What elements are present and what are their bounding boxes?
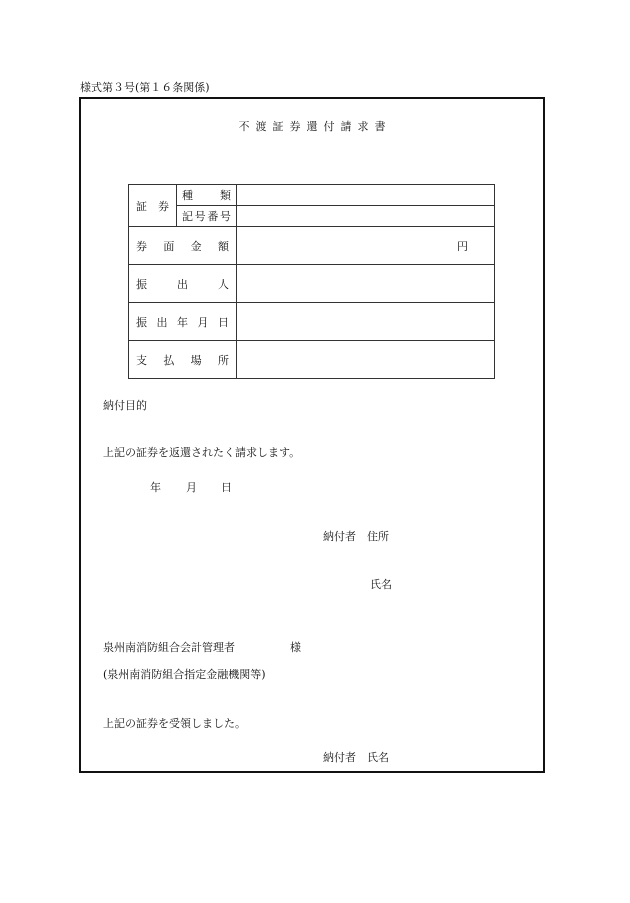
- certificate-table: [128, 184, 495, 379]
- addressee-name: 泉州南消防組合会計管理者: [103, 641, 235, 654]
- type-label: 種類: [177, 185, 237, 206]
- purpose-label: 納付目的: [103, 399, 147, 412]
- issue-date-value[interactable]: [237, 303, 495, 341]
- issue-date-label: 振出年月日: [129, 303, 237, 341]
- document-title: 不渡証券還付請求書: [238, 120, 392, 133]
- payer-name-label: 氏名: [370, 578, 392, 591]
- form-number: 様式第３号(第１６条関係): [80, 81, 210, 94]
- payment-place-value[interactable]: [237, 341, 495, 379]
- date-year-label: 年: [150, 481, 161, 494]
- receipt-name: 氏名: [367, 751, 389, 764]
- face-amount-value[interactable]: [237, 227, 495, 265]
- receipt-payer-label: 納付者: [323, 751, 356, 764]
- payer-address-label: [323, 531, 389, 542]
- honorific: 様: [290, 641, 301, 654]
- drawer-value[interactable]: [237, 265, 495, 303]
- date-day-label: 日: [221, 481, 232, 494]
- receipt-text: 上記の証券を受領しました。: [103, 717, 246, 730]
- payer-label: 納付者: [323, 530, 356, 543]
- number-value[interactable]: [237, 206, 495, 227]
- receipt-name-label: [323, 752, 389, 763]
- address-label: 住所: [367, 530, 389, 543]
- addressee-line2: (泉州南消防組合指定金融機関等): [103, 668, 266, 681]
- number-label: 記号番号: [177, 206, 237, 227]
- currency-unit: 円: [457, 239, 468, 253]
- face-amount-label: 券面金額: [129, 227, 237, 265]
- security-label: 証券: [129, 185, 177, 227]
- drawer-label: 振出人: [129, 265, 237, 303]
- type-value[interactable]: [237, 185, 495, 206]
- payment-place-label: 支払場所: [129, 341, 237, 379]
- date-month-label: 月: [186, 481, 197, 494]
- addressee-line1: [103, 642, 301, 653]
- request-text: 上記の証券を返還されたく請求します。: [103, 446, 301, 459]
